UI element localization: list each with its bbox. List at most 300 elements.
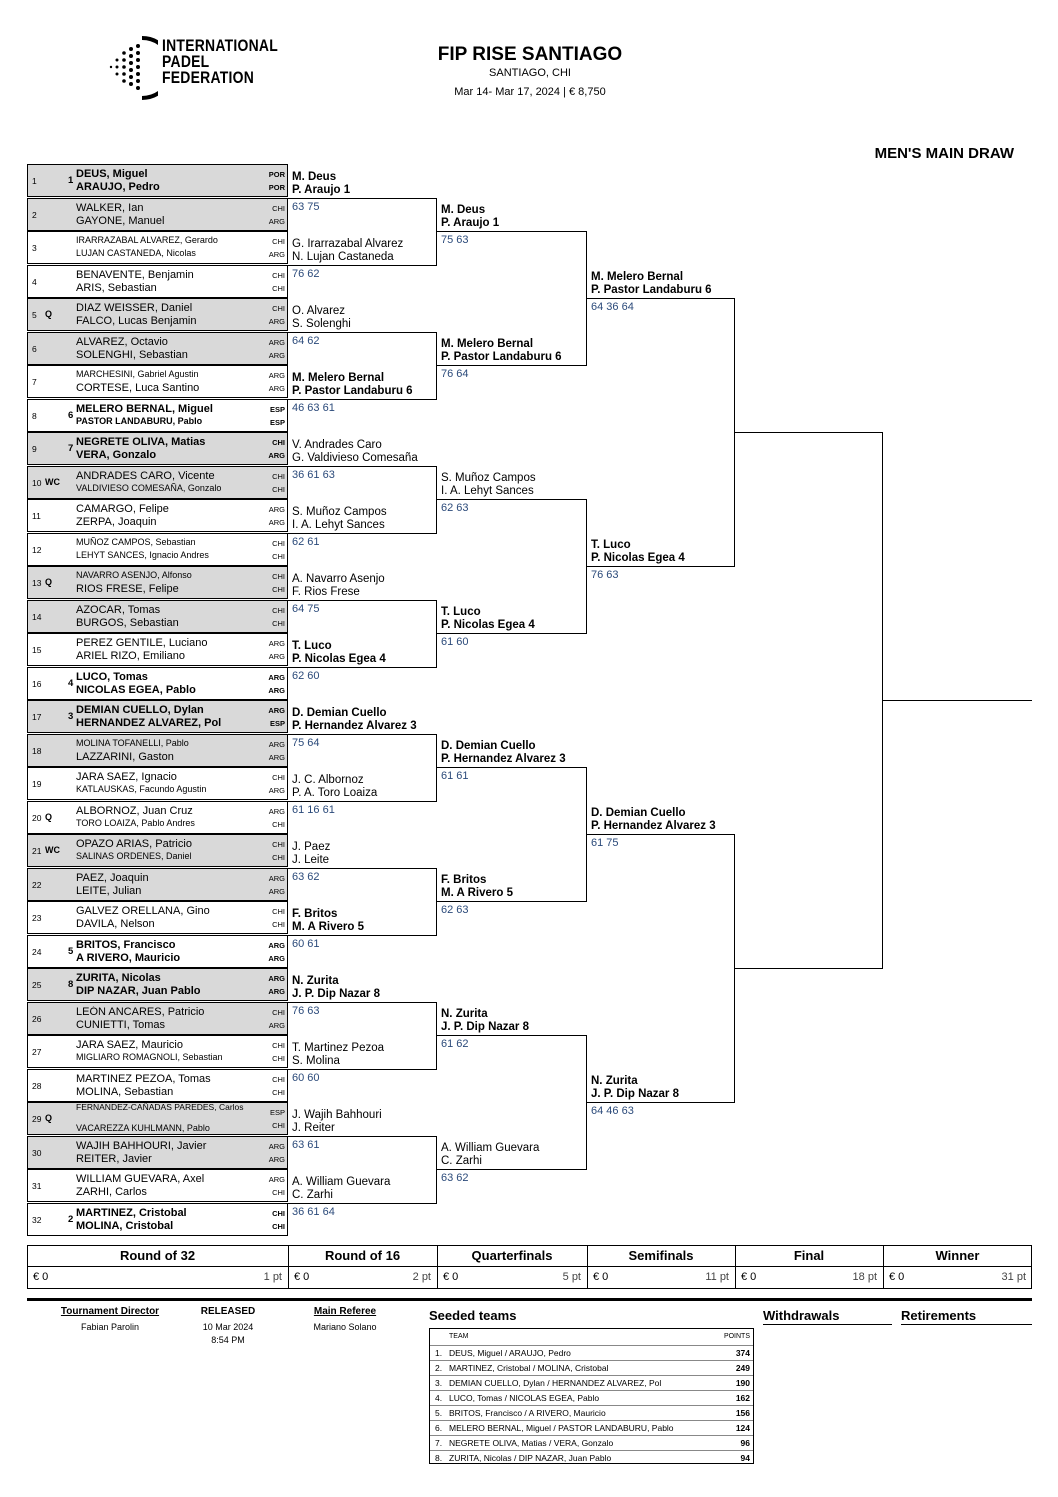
draw-position: 25 (32, 980, 42, 990)
player-2-name: SOLENGHI, Sebastian (76, 348, 188, 361)
player-1-country: ESP (269, 404, 285, 414)
player-1-country: ARG (268, 337, 285, 347)
player-1-name: AZOCAR, Tomas (76, 603, 161, 616)
player-2-name: MIGLIARO ROMAGNOLI, Sebastian (76, 1052, 223, 1062)
r16-score: 62 61 (292, 535, 320, 548)
player-2-country: ARG (268, 953, 285, 963)
round-prize-money: € 0 (443, 1271, 459, 1283)
released-time: 8:54 PM (211, 1335, 245, 1345)
player-2-name: REITER, Javier (76, 1152, 152, 1165)
r32-entry (27, 901, 288, 934)
tournament-dates: Mar 14- Mar 17, 2024 | € 8,750 (454, 86, 606, 98)
r32-entry (27, 834, 288, 867)
r32-entry (27, 868, 288, 901)
player-1-name: MELERO BERNAL, Miguel (76, 402, 213, 415)
sf-team-line-2: P. Hernandez Alvarez 3 (591, 820, 716, 832)
r16-team-line-1: T. Luco (292, 639, 332, 652)
player-1-country: ARG (268, 739, 285, 749)
player-1-country: ARG (268, 706, 285, 715)
player-2-name: LEITE, Julian (76, 884, 142, 897)
seeded-teams-title: Seeded teams (429, 1308, 517, 1323)
player-1-name: BRITOS, Francisco (76, 938, 176, 951)
tournament-city: SANTIAGO, CHI (489, 67, 571, 79)
player-2-name: MOLINA, Cristobal (76, 1219, 174, 1232)
round-prize-money: € 0 (889, 1271, 905, 1283)
qf-score: 76 64 (441, 368, 469, 380)
player-2-name: NICOLAS EGEA, Pablo (76, 683, 196, 696)
r16-winner-line (288, 1002, 437, 1003)
player-1-name: PAEZ, Joaquin (76, 871, 149, 884)
draw-position: 21 (32, 846, 42, 856)
player-2-country: CHI (272, 551, 285, 561)
r16-team-line-2: C. Zarhi (292, 1188, 333, 1201)
r16-team-line-1: S. Muñoz Campos (292, 505, 387, 518)
r32-entry (27, 265, 288, 298)
player-1-name: ANDRADES CARO, Vicente (76, 469, 215, 482)
player-1-country: CHI (272, 1041, 285, 1050)
draw-position: 9 (32, 444, 37, 454)
draw-position: 27 (32, 1047, 42, 1057)
sf-team-line-2: P. Nicolas Egea 4 (591, 552, 685, 564)
seed-number: 6 (68, 409, 74, 421)
player-2-name: LEHYT SANCES, Ignacio Andres (76, 549, 209, 560)
player-2-name: VACAREZZA KUHLMANN, Pablo (76, 1123, 210, 1133)
r32-entry (27, 332, 288, 365)
player-2-country: ARG (268, 886, 285, 896)
seed-row (430, 1450, 753, 1466)
qf-winner-line (437, 499, 587, 500)
seed-number: 3 (68, 711, 74, 722)
player-1-name: DEMIAN CUELLO, Dylan (76, 704, 204, 716)
player-2-name: RIOS FRESE, Felipe (76, 583, 179, 595)
player-1-country: CHI (272, 1208, 285, 1218)
qf-score: 61 62 (441, 1038, 469, 1050)
player-1-name: LEÓN ANCARES, Patricio (76, 1005, 205, 1018)
r16-score: 46 63 61 (292, 401, 335, 414)
r16-score: 63 62 (292, 870, 320, 883)
seed-row (430, 1405, 753, 1421)
seed-rank: 2. (435, 1363, 443, 1373)
r16-team-line-1: A. William Guevara (292, 1175, 391, 1188)
player-1-name: GALVEZ ORELLANA, Gino (76, 905, 210, 917)
seed-rank: 8. (435, 1453, 443, 1463)
r32-entry (27, 466, 288, 499)
player-1-country: CHI (272, 237, 285, 246)
player-2-country: ARG (268, 685, 285, 695)
r32-entry (27, 968, 288, 1001)
fip-logo-mark (108, 36, 158, 100)
qf-team-line-1: F. Britos (441, 874, 487, 886)
player-1-country: POR (268, 170, 285, 179)
round-label: Round of 32 (119, 1248, 196, 1263)
r16-winner-line (288, 935, 437, 936)
player-2-country: ARG (268, 1154, 285, 1164)
player-2-country: ARG (268, 350, 285, 360)
sf-score: 76 63 (591, 569, 619, 581)
player-2-country: CHI (272, 853, 285, 862)
r16-team-line-2: P. Hernandez Alvarez 3 (292, 719, 417, 732)
draw-position: 20 (32, 812, 42, 823)
qf-team-line-2: P. Araujo 1 (441, 217, 500, 229)
round-divider (883, 1245, 884, 1289)
player-1-name: PEREZ GENTILE, Luciano (76, 637, 208, 649)
r16-winner-line (288, 332, 437, 333)
draw-position: 2 (32, 209, 37, 220)
player-2-name: CORTESE, Luca Santino (76, 382, 200, 394)
seed-points: 96 (740, 1438, 750, 1448)
player-2-country: CHI (272, 1221, 285, 1231)
tournament-title: FIP RISE SANTIAGO (437, 44, 623, 65)
r16-score: 76 62 (292, 267, 320, 280)
logo-line-1: INTERNATIONAL (162, 36, 279, 55)
seed-team: BRITOS, Francisco / A RIVERO, Mauricio (449, 1408, 606, 1418)
qf-team-line-2: P. Nicolas Egea 4 (441, 619, 535, 631)
round-divider (587, 1245, 588, 1289)
r16-score: 60 61 (292, 937, 320, 950)
entry-status: Q (45, 309, 53, 319)
referee-name: Mariano Solano (313, 1322, 377, 1332)
r16-team-line-2: P. Nicolas Egea 4 (292, 652, 386, 665)
r32-entry (27, 1102, 288, 1135)
player-2-country: ARG (268, 987, 285, 996)
qf-score: 62 63 (441, 904, 469, 916)
r16-team-line-1: J. Wajih Bahhouri (292, 1108, 382, 1121)
player-1-name: IRARRAZABAL ALVAREZ, Gerardo (76, 235, 218, 245)
seed-team: MELERO BERNAL, Miguel / PASTOR LANDABURU, Pablo (449, 1423, 674, 1433)
player-1-name: CAMARGO, Felipe (76, 503, 169, 515)
player-2-country: ARG (268, 518, 285, 527)
released-date: 10 Mar 2024 (202, 1322, 254, 1332)
entry-status: WC (45, 476, 60, 487)
player-1-country: CHI (272, 538, 285, 548)
footer-separator (27, 1298, 1032, 1301)
seed-col-team: TEAM (449, 1333, 469, 1340)
seeded-teams-table (429, 1328, 754, 1464)
player-2-country: ARG (268, 652, 285, 661)
r16-winner-line (288, 667, 437, 668)
player-2-name: ARIS, Sebastian (76, 281, 157, 294)
entry-status: Q (45, 811, 53, 822)
r32-entry (27, 633, 288, 666)
player-2-country: ARG (268, 384, 285, 393)
player-1-name: WALKER, Ian (76, 201, 144, 214)
player-1-country: CHI (272, 1007, 285, 1017)
round-label: Quarterfinals (471, 1248, 553, 1263)
r32-entry (27, 566, 288, 599)
withdrawals-title: Withdrawals (763, 1308, 840, 1323)
player-2-name: LAZZARINI, Gaston (76, 750, 174, 763)
round-points: 2 pt (412, 1271, 431, 1283)
round-divider (735, 1245, 736, 1289)
r16-team-line-2: S. Molina (292, 1054, 340, 1067)
entry-status: WC (45, 845, 60, 855)
draw-position: 16 (32, 678, 42, 689)
player-1-country: CHI (272, 438, 285, 447)
player-2-name: PASTOR LANDABURU, Pablo (76, 415, 203, 426)
seed-rank: 6. (435, 1423, 443, 1433)
r16-score: 63 75 (292, 200, 320, 213)
draw-position: 26 (32, 1013, 42, 1024)
r32-entry (27, 298, 288, 331)
qf-team-line-1: D. Demian Cuello (441, 740, 536, 752)
player-2-country: ARG (268, 451, 285, 460)
draw-title: MEN'S MAIN DRAW (874, 145, 1014, 162)
r16-team-line-2: J. Leite (292, 853, 330, 866)
draw-position: 14 (32, 611, 42, 622)
sf-team-line-1: M. Melero Bernal (591, 271, 684, 283)
seed-team: DEUS, Miguel / ARAUJO, Pedro (449, 1348, 571, 1358)
r16-winner-line (288, 265, 437, 266)
r32-entry (27, 231, 288, 264)
r16-winner-line (288, 1136, 437, 1137)
sf-team-line-2: J. P. Dip Nazar 8 (591, 1088, 679, 1100)
round-label: Semifinals (628, 1248, 694, 1263)
r16-team-line-1: M. Deus (292, 170, 337, 183)
player-2-name: ZERPA, Joaquin (76, 516, 157, 528)
seed-points: 156 (735, 1408, 750, 1418)
player-2-name: VERA, Gonzalo (76, 449, 157, 461)
player-1-country: ARG (268, 974, 285, 983)
player-2-country: ARG (268, 1020, 285, 1030)
draw-position: 5 (32, 310, 37, 320)
seed-points: 249 (735, 1363, 750, 1373)
fip-logo-text (162, 38, 278, 86)
seed-team: LUCO, Tomas / NICOLAS EGEA, Pablo (449, 1393, 600, 1403)
qf-score: 63 62 (441, 1172, 469, 1184)
r16-winner-line (288, 399, 437, 400)
r16-team-line-1: M. Melero Bernal (292, 371, 385, 384)
fip-logo (108, 36, 283, 100)
seed-col-points: POINTS (723, 1333, 750, 1340)
r16-team-line-2: N. Lujan Castaneda (292, 250, 394, 263)
round-points: 31 pt (1001, 1271, 1026, 1283)
r16-team-line-2: S. Solenghi (292, 317, 351, 330)
player-2-country: CHI (272, 618, 285, 628)
director-label: Tournament Director (60, 1306, 160, 1317)
r16-team-line-2: P. Pastor Landaburu 6 (292, 384, 413, 397)
player-1-country: CHI (272, 203, 285, 213)
r16-team-line-2: F. Rios Frese (292, 585, 360, 598)
player-2-name: ZARHI, Carlos (76, 1186, 147, 1198)
draw-position: 28 (32, 1080, 42, 1091)
player-1-country: CHI (272, 270, 285, 280)
r32-entry (27, 700, 288, 733)
player-2-country: CHI (272, 585, 285, 594)
r16-team-line-1: G. Irarrazabal Alvarez (292, 237, 404, 250)
seed-rank: 3. (435, 1378, 443, 1388)
seed-number: 2 (68, 1213, 74, 1225)
r32-entry (27, 1136, 288, 1169)
player-2-name: A RIVERO, Mauricio (76, 951, 181, 964)
qf-team-line-1: S. Muñoz Campos (441, 472, 536, 484)
retirements-title: Retirements (901, 1308, 977, 1323)
qf-score: 75 63 (441, 234, 469, 246)
player-1-country: CHI (272, 605, 285, 615)
r16-winner-line (288, 198, 437, 199)
seed-points: 94 (740, 1453, 750, 1463)
seed-number: 1 (68, 175, 74, 186)
player-2-name: SALINAS ORDENES, Daniel (76, 851, 192, 861)
draw-position: 4 (32, 276, 37, 287)
qf-team-line-2: C. Zarhi (441, 1155, 482, 1167)
r16-team-line-1: N. Zurita (292, 974, 339, 987)
player-2-name: VALDIVIESO COMESAÑA, Gonzalo (76, 482, 222, 493)
r16-winner-line (288, 734, 437, 735)
r16-team-line-2: G. Valdivieso Comesaña (292, 451, 418, 464)
round-prize-money: € 0 (593, 1271, 609, 1283)
r32-entry (27, 801, 288, 834)
player-2-country: CHI (272, 1121, 285, 1130)
r32-entry (27, 1069, 288, 1102)
player-1-country: CHI (272, 304, 285, 313)
player-1-country: CHI (272, 572, 285, 581)
qf-team-line-2: M. A Rivero 5 (441, 887, 513, 899)
player-2-name: CUNIETTI, Tomas (76, 1018, 166, 1031)
r32-entry (27, 600, 288, 633)
player-1-country: ARG (268, 371, 285, 380)
player-1-name: WILLIAM GUEVARA, Axel (76, 1173, 205, 1185)
r32-entry (27, 734, 288, 767)
r16-score: 76 63 (292, 1004, 320, 1017)
r16-team-line-1: T. Martinez Pezoa (292, 1041, 385, 1054)
qf-winner-line (437, 1035, 587, 1036)
round-points: 5 pt (562, 1271, 581, 1283)
r16-score: 63 61 (292, 1138, 320, 1151)
seed-row (430, 1435, 753, 1451)
qf-winner-line (437, 365, 587, 366)
player-2-name: DIP NAZAR, Juan Pablo (76, 985, 201, 997)
qf-winner-line (437, 1169, 587, 1170)
seed-number: 8 (68, 979, 74, 990)
player-2-name: ARIEL RIZO, Emiliano (76, 650, 186, 662)
sf-score: 64 36 64 (591, 301, 634, 313)
r16-team-line-2: P. A. Toro Loaiza (292, 786, 378, 799)
player-2-name: DAVILA, Nelson (76, 918, 155, 930)
draw-position: 15 (32, 645, 42, 655)
winner-line (883, 700, 1032, 701)
player-2-country: CHI (272, 920, 285, 929)
qf-winner-line (437, 767, 587, 768)
player-1-country: CHI (272, 773, 285, 782)
sf-score: 61 75 (591, 837, 619, 849)
seed-points: 190 (735, 1378, 750, 1388)
round-label: Winner (935, 1248, 980, 1263)
draw-position: 31 (32, 1181, 42, 1191)
player-1-name: MARTINEZ, Cristobal (76, 1206, 187, 1219)
final-winner-line (735, 432, 883, 433)
player-2-name: HERNANDEZ ALVAREZ, Pol (76, 717, 222, 729)
r16-winner-line (288, 466, 437, 467)
seed-number: 7 (68, 443, 74, 454)
draw-position: 8 (32, 410, 37, 421)
seed-row (430, 1375, 753, 1391)
sf-winner-line (587, 566, 735, 567)
draw-position: 23 (32, 913, 42, 923)
seed-number: 5 (68, 945, 74, 957)
seed-rank: 7. (435, 1438, 443, 1448)
qf-team-line-2: J. P. Dip Nazar 8 (441, 1021, 529, 1033)
draw-position: 11 (32, 511, 41, 521)
draw-position: 10 (32, 477, 42, 488)
player-1-country: ARG (268, 1175, 285, 1184)
r16-winner-line (288, 533, 437, 534)
player-1-country: CHI (272, 1074, 285, 1084)
player-2-country: ARG (268, 317, 285, 326)
player-1-name: JARA SAEZ, Mauricio (76, 1039, 183, 1051)
qf-winner-line (437, 901, 587, 902)
draw-position: 32 (32, 1214, 42, 1225)
seed-points: 374 (735, 1348, 750, 1358)
player-1-name: MUÑOZ CAMPOS, Sebastian (76, 536, 196, 547)
draw-position: 12 (32, 544, 42, 555)
player-2-name: BURGOS, Sebastian (76, 616, 179, 629)
player-2-name: GAYONE, Manuel (76, 214, 165, 227)
entry-status: Q (45, 577, 53, 587)
r16-team-line-2: J. Reiter (292, 1121, 335, 1134)
seed-number: 4 (68, 677, 74, 689)
r16-score: 62 60 (292, 669, 320, 682)
r16-score: 61 16 61 (292, 803, 335, 816)
player-1-name: BENAVENTE, Benjamin (76, 268, 194, 281)
r32-entry (27, 1203, 288, 1236)
sf-team-line-1: T. Luco (591, 539, 631, 551)
player-2-country: ARG (268, 786, 285, 795)
player-1-name: MARCHESINI, Gabriel Agustin (76, 369, 199, 379)
r32-entry (27, 432, 288, 465)
player-2-name: FALCO, Lucas Benjamin (76, 315, 197, 327)
r16-winner-line (288, 1203, 437, 1204)
sf-team-line-1: D. Demian Cuello (591, 807, 686, 819)
round-divider (437, 1245, 438, 1289)
player-1-name: OPAZO ARIAS, Patricio (76, 838, 192, 850)
sf-team-line-2: P. Pastor Landaburu 6 (591, 284, 712, 296)
r16-team-line-2: M. A Rivero 5 (292, 920, 364, 933)
referee-label: Main Referee (313, 1306, 377, 1317)
seed-points: 124 (735, 1423, 750, 1433)
r32-entry (27, 499, 288, 532)
player-2-country: CHI (272, 484, 285, 494)
player-2-country: CHI (272, 819, 285, 829)
seed-row (430, 1360, 753, 1376)
player-1-country: ARG (268, 639, 285, 648)
r16-score: 36 61 63 (292, 468, 335, 481)
sf-winner-line (587, 834, 735, 835)
player-2-country: ARG (268, 752, 285, 762)
seed-rank: 5. (435, 1408, 443, 1418)
player-2-name: TORO LOAIZA, Pablo Andres (76, 817, 195, 828)
player-1-name: FERNANDEZ-CAÑADAS PAREDES, Carlos (76, 1102, 244, 1112)
draw-position: 3 (32, 243, 37, 253)
r32-entry (27, 533, 288, 566)
qf-team-line-1: N. Zurita (441, 1008, 488, 1020)
r16-winner-line (288, 801, 437, 802)
player-2-name: ARAUJO, Pedro (76, 181, 160, 193)
round-prize-money: € 0 (741, 1271, 757, 1283)
player-1-name: ALBORNOZ, Juan Cruz (76, 804, 193, 817)
seed-row (430, 1390, 753, 1406)
seed-team: NEGRETE OLIVA, Matias / VERA, Gonzalo (449, 1438, 614, 1448)
player-2-country: ESP (269, 719, 285, 728)
player-2-country: CHI (272, 1087, 285, 1097)
r32-entry (27, 164, 288, 197)
logo-line-2: PADEL (162, 52, 210, 71)
r16-team-line-1: J. Paez (292, 840, 331, 853)
player-2-country: CHI (272, 1054, 285, 1063)
r32-entry (27, 1035, 288, 1068)
r16-team-line-2: I. A. Lehyt Sances (292, 518, 385, 531)
round-points: 11 pt (705, 1271, 729, 1283)
r16-team-line-2: J. P. Dip Nazar 8 (292, 987, 380, 1000)
